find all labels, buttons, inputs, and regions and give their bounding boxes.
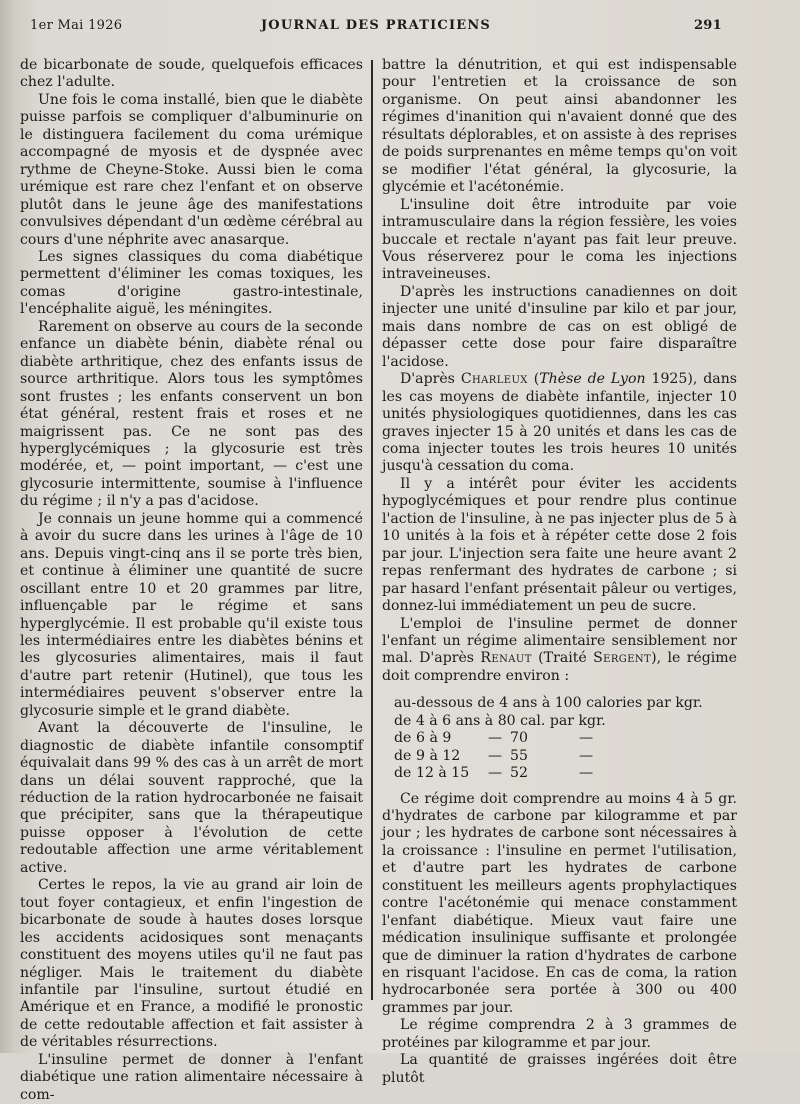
paragraph: Une fois le coma installé, bien que le diabète puisse parfois se compliquer d'albuminurie on le distinguera facilement du coma urémique accompagné de myosis et de dyspnée avec rythme de Cheyne-Stoke. Aussi bien le coma urémique est rare chez l'enfant et on observe plutôt dans le jeune âge des manifestations convulsives dépendant d'un œdème cérébral au cours d'une néphrite avec anasarque.	[20, 91, 363, 248]
thesis-title: Thèse de Lyon	[539, 371, 646, 388]
paragraph: L'insuline permet de donner à l'enfant diabétique une ration alimentaire nécessaire à com-	[20, 1051, 363, 1103]
author-name: Renaut	[480, 650, 532, 667]
regime-paragraph: L'emploi de l'insuline permet de donner l'enfant un régime alimentaire sensiblement nor mal. D'après Renaut (Traité Sergent), le régime doit comprendre environ :	[382, 615, 738, 684]
dose-row: de 9 à 12 — 55 —	[394, 747, 594, 764]
left-column	[20, 57, 363, 1104]
paragraph: Certes le repos, la vie au grand air loin de tout foyer contagieux, et enfin l'ingestion de bicarbonate de soude à hautes doses lorsque les accidents acidosiques sont menaçants constituent des moyens utiles qu'il ne faut pas négliger. Mais le traitement du diabète infantile par l'insuline, surtout étudié en Amérique et en France, a modifié le pronostic de cette redoutable affection et fait assister à de véritables résurrections.	[20, 877, 363, 1051]
author-name: Charleux	[460, 371, 528, 388]
paragraph: battre la dénutrition, et qui est indispensable pour l'entretien et la croissance de son organisme. On peut ainsi abandonner les régimes d'inanition qui n'avaient donné que des résultats déplorables, et on assiste à des reprises de poids surprenantes en même temps qu'on voit se modifier l'état général, la glycosurie, la glycémie et l'acétonémie.	[382, 57, 737, 196]
issue-date: 1er Mai 1926	[30, 18, 123, 33]
dose-row: de 4 à 6 ans à 80 cal. par kgr.	[394, 712, 606, 729]
paragraph: Les signes classiques du coma diabétique permettent d'éliminer les comas toxiques, les comas d'origine gastro-intestinale, l'encéphalite aiguë, les méningites.	[20, 248, 363, 318]
dose-row: de 6 à 9 — 70 —	[394, 730, 594, 747]
page-header	[30, 18, 722, 40]
paragraph: de bicarbonate de soude, quelquefois efficaces chez l'adulte.	[20, 57, 363, 91]
paragraph: D'après les instructions canadiennes on doit injecter une unité d'insuline par kilo et par jour, mais dans nombre de cas on est obligé de dépasser cette dose pour faire disparaître l'acidose.	[382, 283, 737, 370]
paragraph: Avant la découverte de l'insuline, le diagnostic de diabète infantile consomptif équivalait dans 99 % des cas à un arrêt de mort dans un délai souvent rapproché, que la réduction de la ration hydrocarbonée ne faisait que précipiter, sans que la thérapeutique puisse opposer à l'évolution de cette redoutable affection une arme véritablement active.	[20, 720, 363, 876]
journal-title: JOURNAL DES PRATICIENS	[260, 18, 492, 33]
dose-row: au-dessous de 4 ans à 100 calories par kgr.	[394, 695, 703, 712]
paragraph: La quantité de graisses ingérées doit être plutôt	[382, 1052, 737, 1086]
paragraph: Rarement on observe au cours de la seconde enfance un diabète bénin, diabète rénal ou diabète arthritique, chez des enfants issus de source arthritique. Alors tous les symptômes sont frustes ; les enfants conservent un bon état général, restent frais et roses et ne maigrissent pas. Ce ne sont pas des hyperglycémiques ; la glycosurie est très modérée, et, — point important, — c'est une glycosurie intermittente, soumise à l'influence du régime ; il n'y a pas d'acidose.	[20, 318, 363, 510]
column-divider	[371, 60, 373, 1000]
author-name: Sergent	[593, 650, 652, 667]
page-number: 291	[693, 18, 722, 33]
dose-row: de 12 à 15 — 52 —	[394, 765, 594, 782]
paragraph: Ce régime doit comprendre au moins 4 à 5 gr. d'hydrates de carbone par kilogramme et par jour ; les hydrates de carbone sont nécessaires à la croissance : l'insuline en permet l'utilisation, et d'autre part les hydrates de carbone constituent les meilleurs agents prophylactiques contre l'acétonémie qui menace constamment l'enfant diabétique. Mieux vaut faire une médication insulinique suffisante et prolongée que de diminuer la ration d'hydrates de carbone en risquant l'acidose. En cas de coma, la ration hydrocarbonée sera portée à 300 ou 400 grammes par jour.	[382, 790, 737, 1016]
charleux-paragraph: D'après Charleux (Thèse de Lyon 1925), dans les cas moyens de diabète infantile, injecter 10 unités physiologiques quotidiennes, dans les cas graves injecter 15 à 20 unités et dans les cas de coma injecter toutes les trois heures 10 unités jusqu'à cessation du coma.	[382, 371, 738, 475]
dose-table	[394, 695, 737, 782]
paragraph: L'insuline doit être introduite par voie intramusculaire dans la région fessière, les voies buccale et rectale n'ayant pas fait leur preuve. Vous réserverez pour le coma les injections intraveineuses.	[382, 196, 737, 283]
right-column	[382, 57, 737, 1087]
paragraph: Je connais un jeune homme qui a commencé à avoir du sucre dans les urines à l'âge de 10 ans. Depuis vingt-cinq ans il se porte très bien, et continue à éliminer une quantité de sucre oscillant entre 10 et 20 grammes par litre, influençable par le régime et sans hyperglycémie. Il est probable qu'il existe tous les intermédiaires entre les diabètes bénins et les glycosuries alimentaires, mais il faut d'autre part retenir (Hutinel), que tous les intermédiaires peuvent s'observer entre la glycosurie simple et le grand diabète.	[20, 510, 363, 719]
paragraph: Le régime comprendra 2 à 3 grammes de protéines par kilogramme et par jour.	[382, 1017, 737, 1051]
paragraph: Il y a intérêt pour éviter les accidents hypoglycémiques et pour rendre plus continue l'action de l'insuline, à ne pas injecter plus de 5 à 10 unités à la fois et à répéter cette dose 2 fois par jour. L'injection sera faite une heure avant 2 repas renfermant des hydrates de carbone ; si par hasard l'enfant présentait pâleur ou vertiges, donnez-lui immédiatement un peu de sucre.	[382, 475, 737, 615]
